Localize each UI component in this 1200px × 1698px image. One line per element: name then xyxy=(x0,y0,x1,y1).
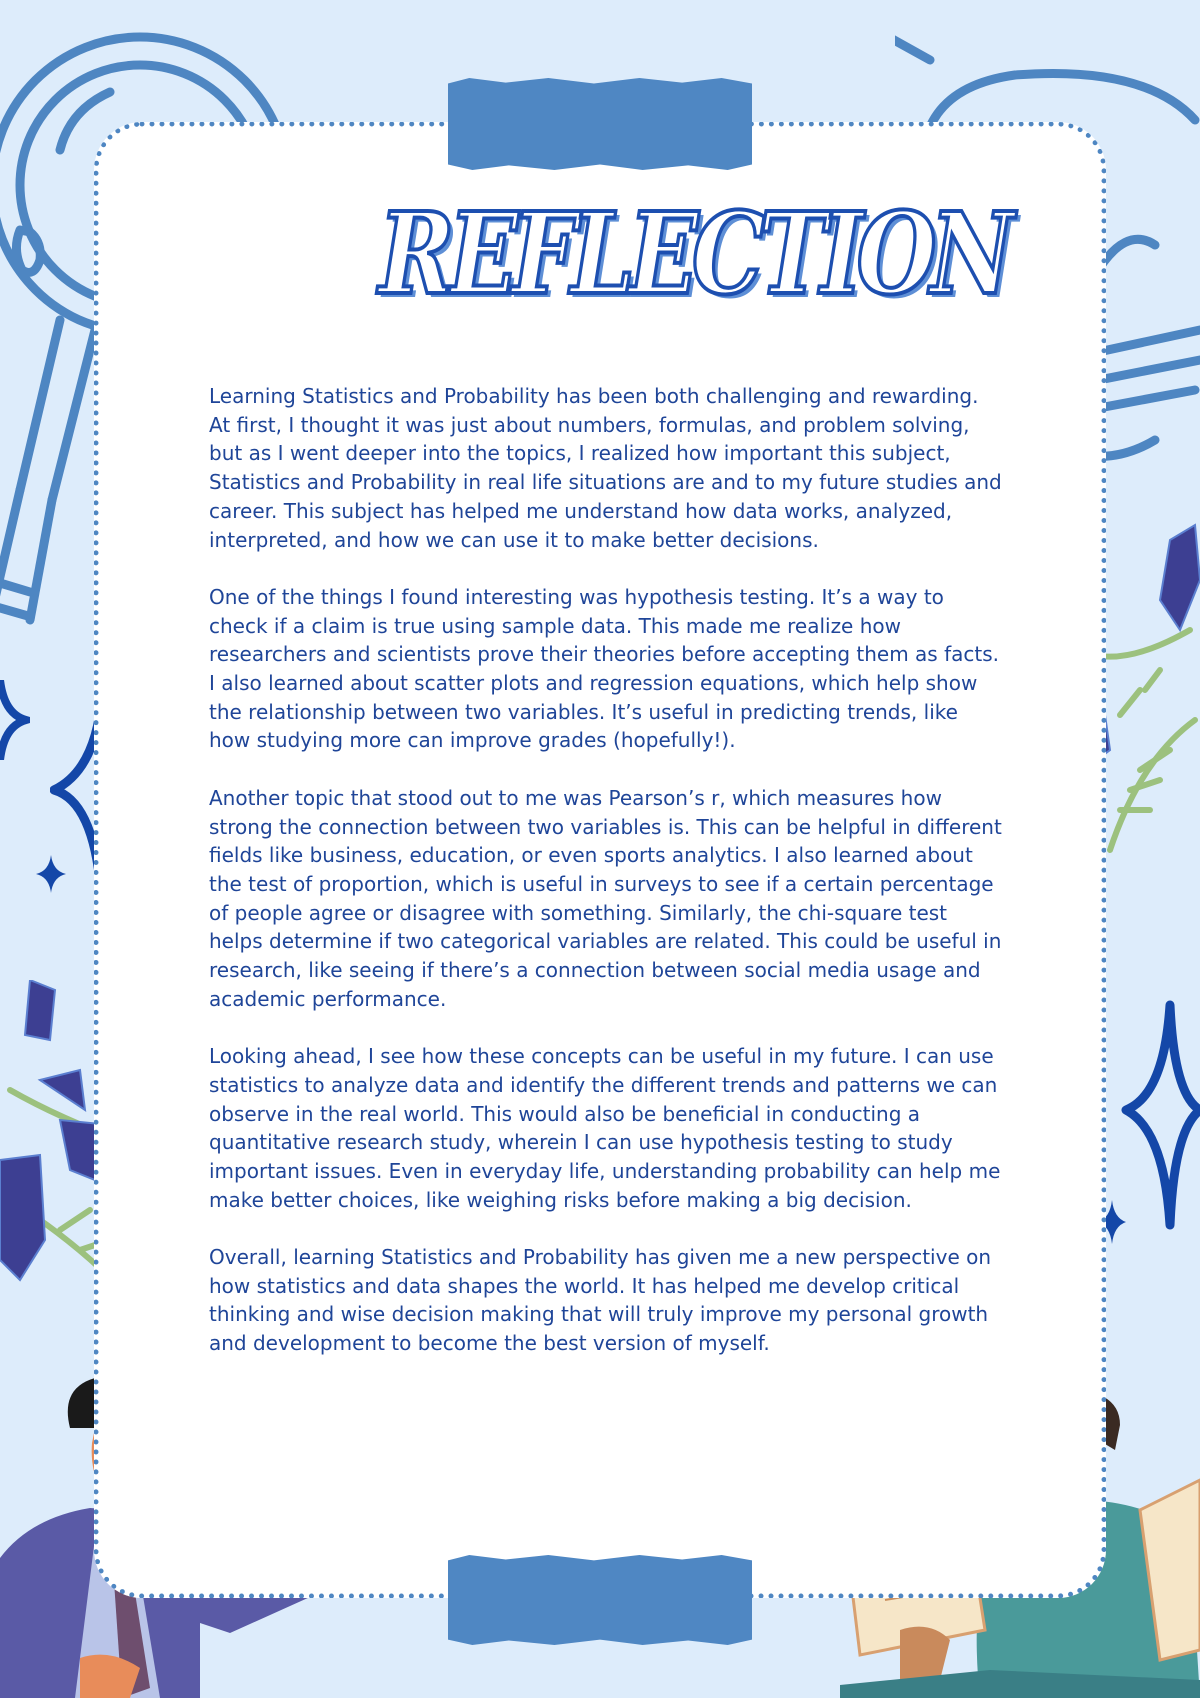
paragraph-3: Another topic that stood out to me was Pearson’s r, which measures how strong the connection between two variables is. This can be helpful in different fields like business, education, or even sports analytics. I also learned about the test of proportion, which is useful in surveys to see if a certain percentage of people agree or disagree with something. Similarly, the chi-square test helps determine if two categorical variables are related. This could be useful in research, like seeing if there’s a connection between social media usage and academic performance. xyxy=(209,785,1002,1011)
sparkle-icon xyxy=(36,855,66,893)
page-title: REFLECTION xyxy=(378,189,1008,320)
sparkle-icon xyxy=(0,680,30,760)
paragraph-5: Overall, learning Statistics and Probability has given me a new perspective on how statistics and data shapes the world. It has helped me develop critical thinking and wise decision making that will truly improve my personal growth and development to become the best version of myself. xyxy=(209,1245,992,1356)
sparkle-icon xyxy=(1120,1000,1200,1230)
reflection-body xyxy=(209,382,1003,1387)
paragraph-1: Learning Statistics and Probability has been both challenging and rewarding. At first, I thought it was just about numbers, formulas, and problem solving, but as I went deeper into the topics, I realized how important this subject, Statistics and Probability in real life situations are and to my future studies and career. This subject has helped me understand how data works, analyzed, interpreted, and how we can use it to make better decisions. xyxy=(209,384,1002,552)
tape-top xyxy=(448,78,752,170)
tape-bottom xyxy=(448,1555,752,1645)
paragraph-4: Looking ahead, I see how these concepts can be useful in my future. I can use statistics to analyze data and identify the different trends and patterns we can observe in the real world. This would also be beneficial in conducting a quantitative research study, wherein I can use hypothesis testing to study important issues. Even in everyday life, understanding probability can help me make better choices, like weighing risks before making a big decision. xyxy=(209,1044,1001,1212)
paragraph-2: One of the things I found interesting was hypothesis testing. It’s a way to check if a claim is true using sample data. This made me realize how researchers and scientists prove their theories before accepting them as facts. I also learned about scatter plots and regression equations, which help show the relationship between two variables. It’s useful in predicting trends, like how studying more can improve grades (hopefully!). xyxy=(209,584,999,753)
